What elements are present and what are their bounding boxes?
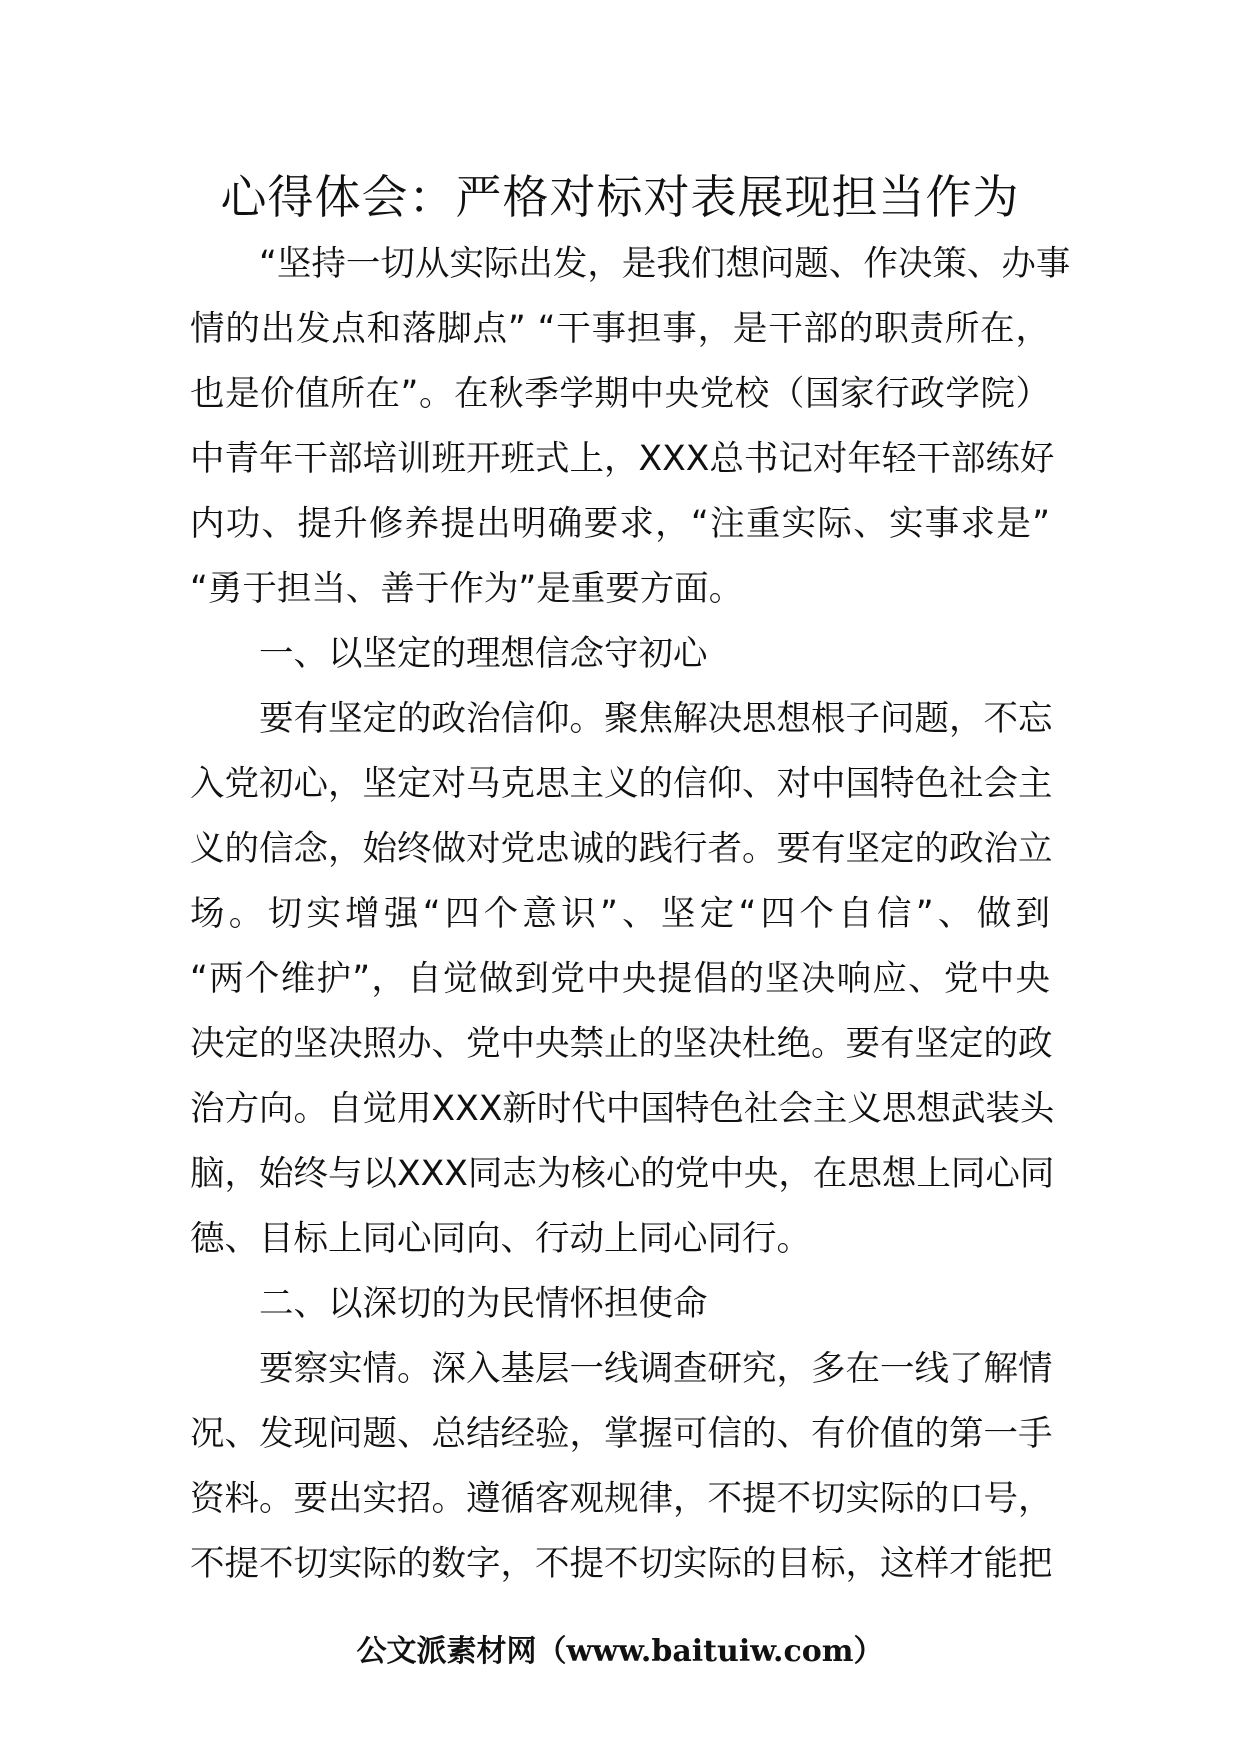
text-line: 资料。要出实招。遵循客观规律，不提不切实际的口号， xyxy=(190,1479,1053,1519)
text-line: “两个维护”，自觉做到党中央提倡的坚决响应、党中央 xyxy=(190,959,1050,999)
text-line: 也是价值所在”。在秋季学期中央党校（国家行政学院） xyxy=(190,374,1050,414)
text-line: “坚持一切从实际出发，是我们想问题、作决策、办事 xyxy=(259,244,1071,284)
document-body xyxy=(190,232,1071,1597)
text-line: 决定的坚决照办、党中央禁止的坚决杜绝。要有坚定的政 xyxy=(190,1024,1053,1064)
text-line: 情的出发点和落脚点” “干事担事，是干部的职责所在， xyxy=(190,309,1050,349)
text-line: 不提不切实际的数字，不提不切实际的目标，这样才能把 xyxy=(190,1544,1053,1584)
text-line: “勇于担当、善于作为”是重要方面。 xyxy=(190,569,744,609)
text-line: 治方向。自觉用XXX新时代中国特色社会主义思想武装头 xyxy=(190,1089,1055,1129)
text-line: 义的信念，始终做对党忠诚的践行者。要有坚定的政治立 xyxy=(190,829,1053,869)
text-line: 况、发现问题、总结经验，掌握可信的、有价值的第一手 xyxy=(190,1414,1053,1454)
document-title: 心得体会：严格对标对表展现担当作为 xyxy=(220,170,1020,224)
text-line: 要察实情。深入基层一线调查研究，多在一线了解情 xyxy=(259,1349,1053,1389)
text-line: 中青年干部培训班开班式上，XXX总书记对年轻干部练好 xyxy=(190,439,1055,479)
text-line: 德、目标上同心同向、行动上同心同行。 xyxy=(190,1219,811,1259)
text-line: 入党初心，坚定对马克思主义的信仰、对中国特色社会主 xyxy=(190,764,1053,804)
text-line: 脑，始终与以XXX同志为核心的党中央，在思想上同心同 xyxy=(190,1154,1055,1194)
section-heading: 二、以深切的为民情怀担使命 xyxy=(259,1284,708,1324)
section-heading: 一、以坚定的理想信念守初心 xyxy=(259,634,708,674)
footer-source: 公文派素材网（www.baituiw.com） xyxy=(356,1634,884,1669)
text-line: 内功、提升修养提出明确要求，“注重实际、实事求是” xyxy=(190,504,1050,544)
text-line: 要有坚定的政治信仰。聚焦解决思想根子问题，不忘 xyxy=(259,699,1053,739)
text-line: 场。切实增强“四个意识”、坚定“四个自信”、做到 xyxy=(190,894,1050,934)
